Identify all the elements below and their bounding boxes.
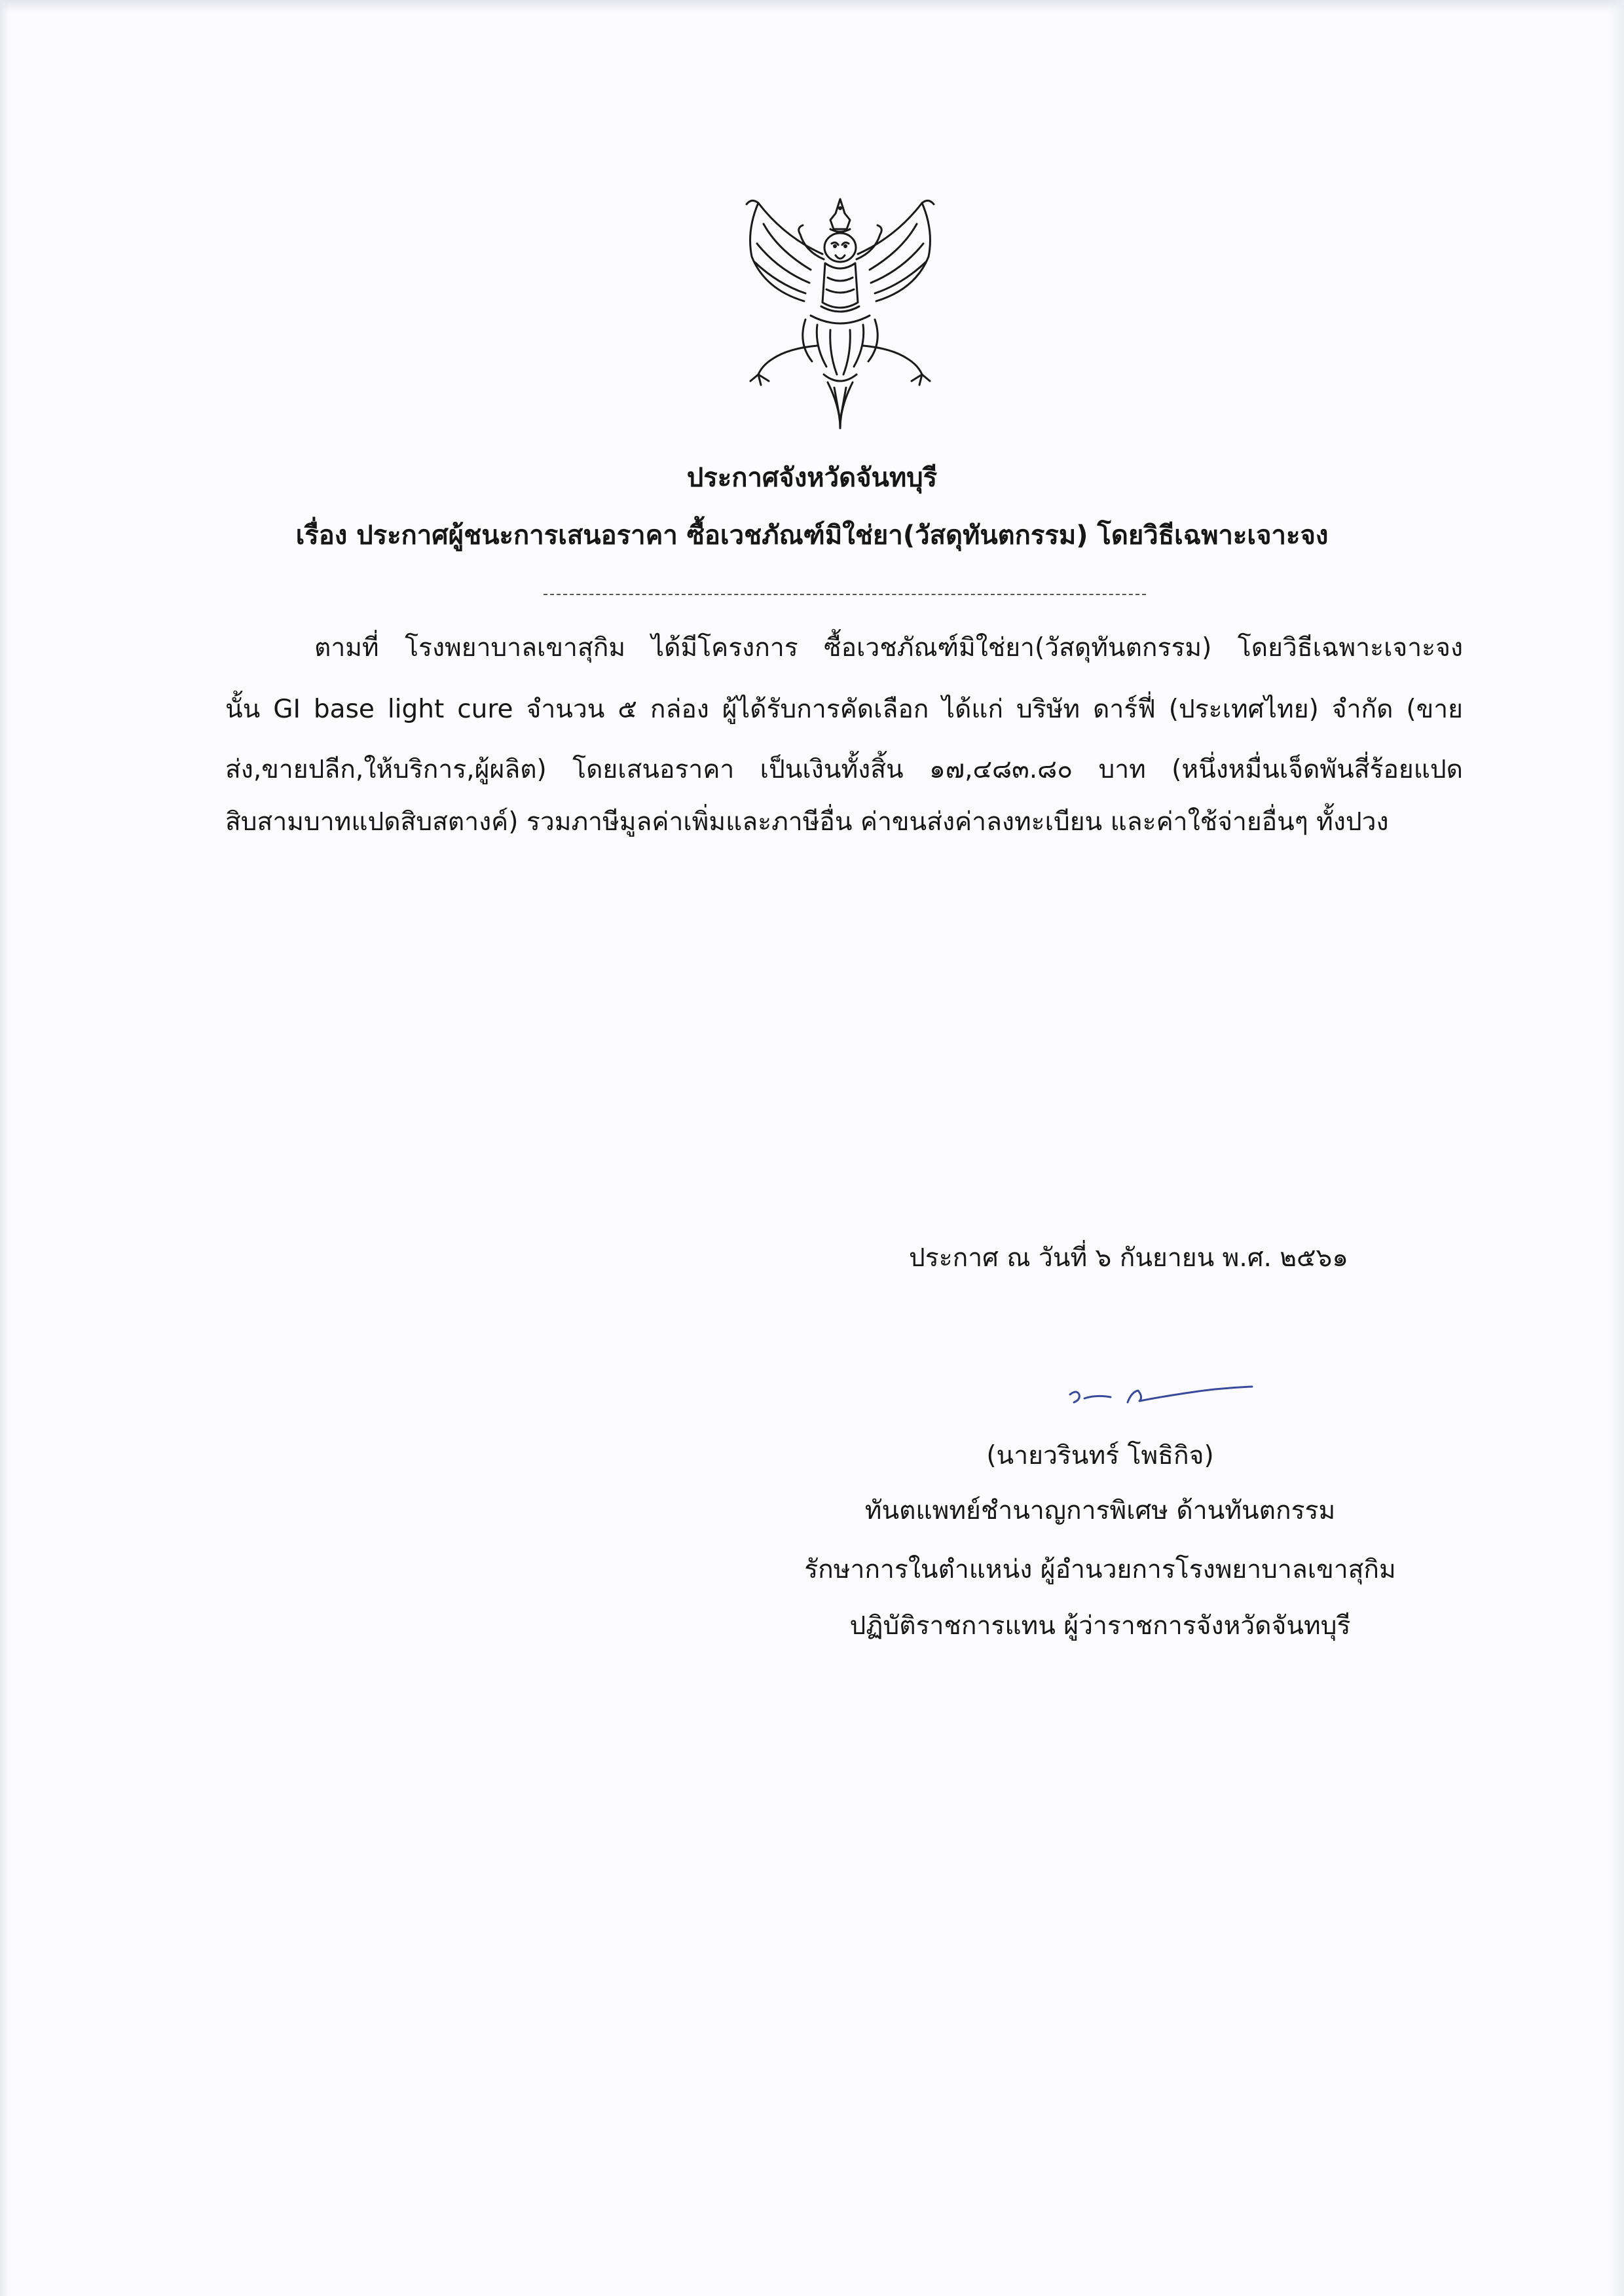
page-edge-top (0, 0, 1624, 12)
document-subject: เรื่อง ประกาศผู้ชนะการเสนอราคา ซื้อเวชภัณฑ์มิใช่ยา(วัสดุทันตกรรม) โดยวิธีเฉพาะเจาะจง (295, 520, 1329, 551)
handwritten-signature (1067, 1383, 1257, 1409)
signer-name: (นายวรินทร์ โพธิกิจ) (986, 1441, 1214, 1470)
page-edge-left (0, 0, 9, 2296)
garuda-emblem-icon (732, 191, 948, 431)
title-divider (544, 594, 1146, 595)
body-paragraph-line: ส่ง,ขายปลีก,ให้บริการ,ผู้ผลิต) โดยเสนอราคา เป็นเงินทั้งสิ้น ๑๗,๔๘๓.๘๐ บาท (หนึ่งหมื่นเจ็ดพันสี่ร้อยแปด (225, 755, 1463, 784)
signer-position: ทันตแพทย์ชำนาญการพิเศษ ด้านทันตกรรม (864, 1496, 1336, 1525)
document-title: ประกาศจังหวัดจันทบุรี (686, 463, 938, 493)
body-paragraph-line: นั้น GI base light cure จำนวน ๕ กล่อง ผู้ได้รับการคัดเลือก ได้แก่ บริษัท ดาร์ฟี่ (ประเทศไทย) จำกัด (ขาย (225, 695, 1463, 724)
body-paragraph-line: ตามที่ โรงพยาบาลเขาสุกิม ได้มีโครงการ ซื้อเวชภัณฑ์มิใช่ยา(วัสดุทันตกรรม) โดยวิธีเฉพาะเจาะจง (314, 633, 1463, 663)
announcement-date: ประกาศ ณ วันที่ ๖ กันยายน พ.ศ. ๒๕๖๑ (909, 1243, 1349, 1273)
page-edge-right (1610, 0, 1624, 2296)
signer-on-behalf: ปฏิบัติราชการแทน ผู้ว่าราชการจังหวัดจันทบุรี (849, 1611, 1351, 1641)
body-paragraph-line: สิบสามบาทแปดสิบสตางค์) รวมภาษีมูลค่าเพิ่มและภาษีอื่น ค่าขนส่งค่าลงทะเบียน และค่าใช้จ่ายอื่นๆ ทั้งปวง (225, 807, 1389, 837)
signer-acting-position: รักษาการในตำแหน่ง ผู้อำนวยการโรงพยาบาลเขาสุกิม (804, 1555, 1396, 1584)
